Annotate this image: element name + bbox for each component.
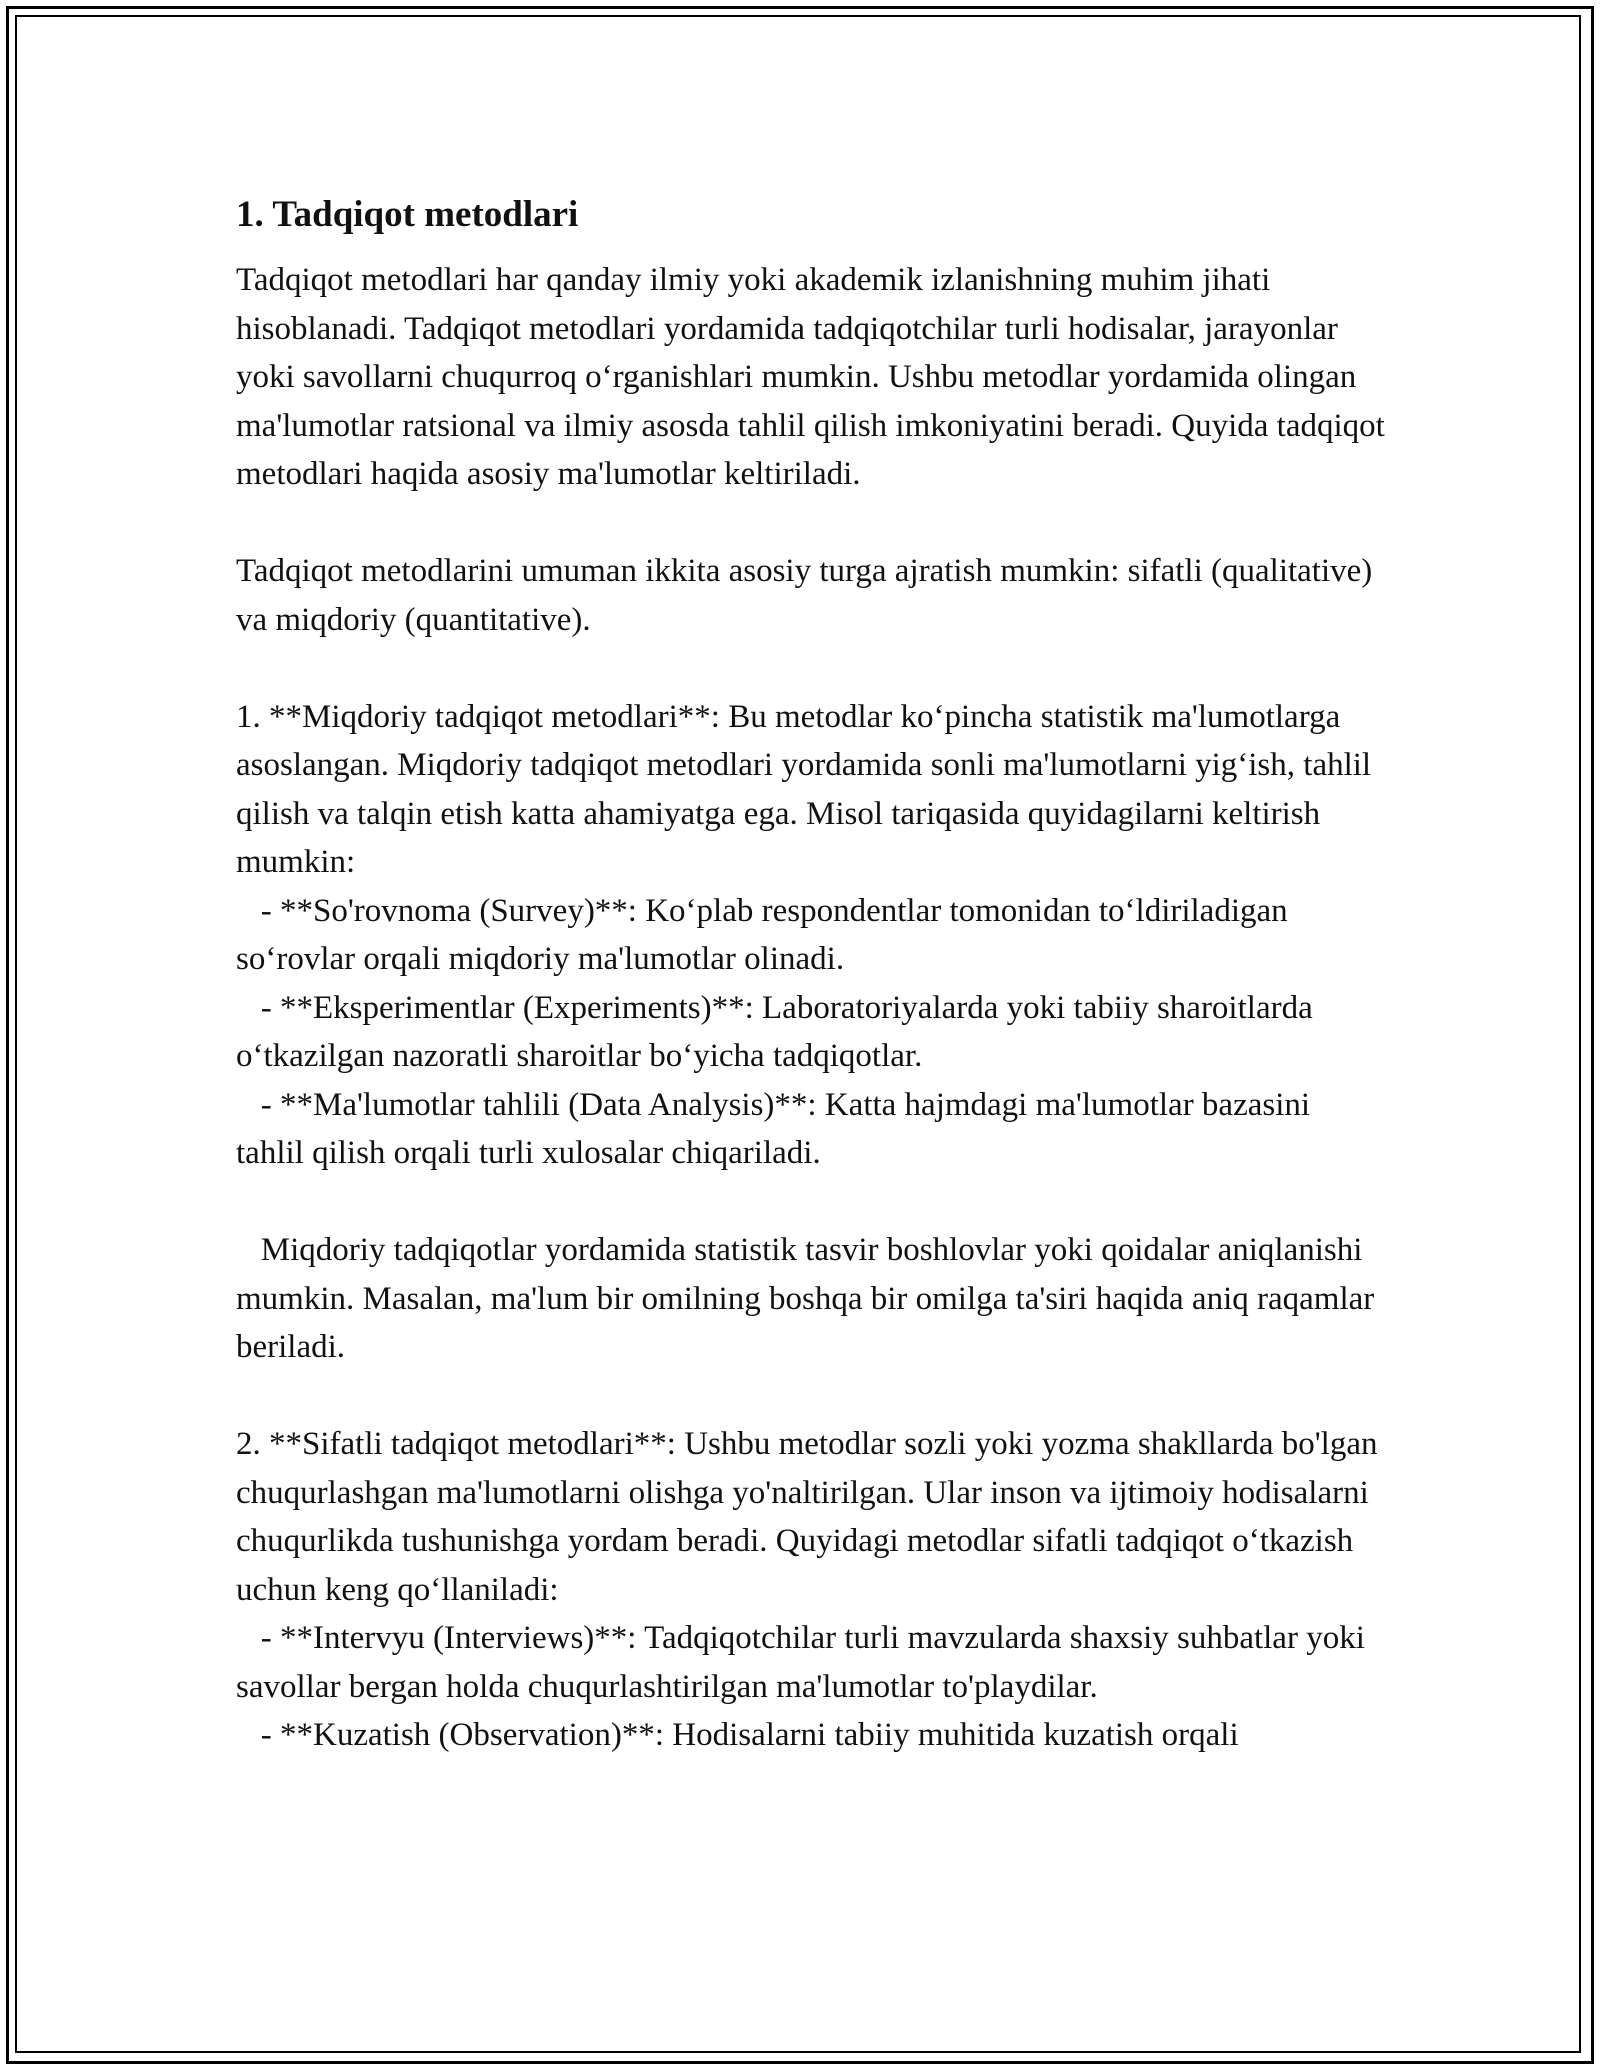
section-heading: 1. Tadqiqot metodlari [236, 194, 579, 235]
document-body [236, 190, 1394, 1760]
paragraph-quantitative-summary: Miqdoriy tadqiqotlar yordamida statistik tasvir boshlovlar yoki qoidalar aniqlanishi mumkin. Masalan, ma'lum bir omilning boshqa bir omilga ta'siri haqida aniq raqamlar beriladi. [236, 1232, 1383, 1365]
paragraph-quantitative-methods: 1. **Miqdoriy tadqiqot metodlari**: Bu metodlar ko‘pincha statistik ma'lumotlarga asoslangan. Miqdoriy tadqiqot metodlari yordamida sonli ma'lumotlarni yig‘ish, tahlil qilish va talqin etish katta ahamiyatga ega. Misol tariqasida quyidagilarni keltirish mumkin: - **So'rovnoma (Survey)**: Ko‘plab respondentlar tomonidan to‘ldiriladigan so‘rovlar orqali miqdoriy ma'lumotlar olinadi. - **Eksperimentlar (Experiments)**: Laboratoriyalarda yoki tabiiy sharoitlarda o‘tkazilgan nazoratli sharoitlar bo‘yicha tadqiqotlar. - **Ma'lumotlar tahlili (Data Analysis)**: Katta hajmdagi ma'lumotlar bazasini tahlil qilish orqali turli xulosalar chiqariladi. [236, 698, 1372, 1171]
paragraph-gap [236, 499, 1386, 548]
paragraph-gap [236, 644, 1386, 693]
paragraph-types: Tadqiqot metodlarini umuman ikkita asosiy turga ajratish mumkin: sifatli (qualitative) va miqdoriy (quantitative). [236, 553, 1381, 638]
paragraph-gap [236, 1178, 1386, 1227]
paragraph-qualitative-methods: 2. **Sifatli tadqiqot metodlari**: Ushbu metodlar sozli yoki yozma shakllarda bo'lgan chuqurlashgan ma'lumotlarni olishga yo'naltirilgan. Ular inson va ijtimoiy hodisalarni chuqurlikda tushunishga yordam beradi. Quyidagi metodlar sifatli tadqiqot o‘tkazish uchun keng qo‘llaniladi: - **Intervyu (Interviews)**: Tadqiqotchilar turli mavzularda shaxsiy suhbatlar yoki savollar bergan holda chuqurlashtirilgan ma'lumotlar to'playdilar. - **Kuzatish (Observation)**: Hodisalarni tabiiy muhitida kuzatish orqali [236, 1426, 1378, 1753]
paragraph-gap [236, 1372, 1386, 1421]
paragraph-intro: Tadqiqot metodlari har qanday ilmiy yoki akademik izlanishning muhim jihati hisoblanadi. Tadqiqot metodlari yordamida tadqiqotchilar turli hodisalar, jarayonlar yoki savollarni chuqurroq o‘rganishlari mumkin. Ushbu metodlar yordamida olingan ma'lumotlar ratsional va ilmiy asosda tahlil qilish imkoniyatini beradi. Quyida tadqiqot metodlari haqida asosiy ma'lumotlar keltiriladi. [236, 262, 1394, 492]
